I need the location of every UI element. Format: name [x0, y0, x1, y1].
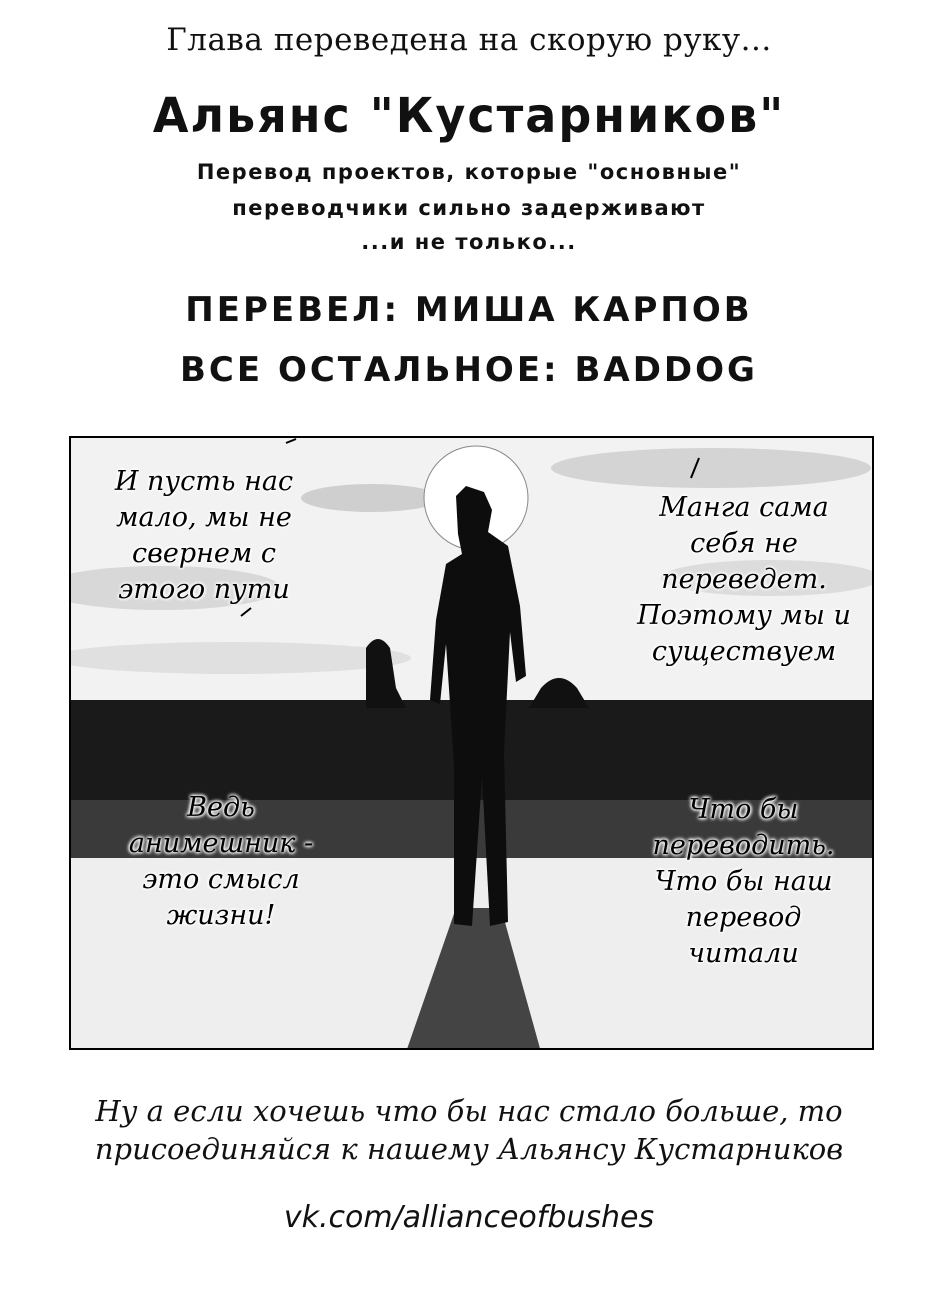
bubble-line: Манга сама — [659, 492, 829, 523]
speech-bubble-bottom-right — [631, 792, 856, 972]
bubble-line: переводить. — [652, 830, 835, 861]
bubble-line: Что бы наш — [654, 866, 833, 897]
other-credit: ВСЕ ОСТАЛЬНОЕ: BADDOG — [180, 350, 758, 390]
bubble-line: переведет. — [661, 564, 827, 595]
bubble-line: перевод — [685, 902, 802, 933]
bubble-line: себя не — [690, 528, 798, 559]
bubble-line: мало, мы не — [116, 502, 292, 533]
translator-credit: ПЕРЕВЕЛ: МИША КАРПОВ — [185, 290, 753, 330]
speech-bubble-bottom-left — [111, 790, 331, 934]
bubble-line: этого пути — [118, 574, 290, 605]
bubble-line: Поэтому мы и — [637, 600, 851, 631]
bubble-line: это смысл — [142, 864, 300, 895]
bubble-line: Что бы — [688, 794, 799, 825]
bubble-line: Ведь — [187, 792, 255, 823]
manga-panel — [69, 436, 874, 1050]
group-link[interactable]: vk.com/allianceofbushes — [283, 1200, 655, 1235]
description-line-1: Перевод проектов, которые "основные" — [196, 160, 742, 184]
bubble-line: свернем с — [132, 538, 276, 569]
alliance-title: Альянс "Кустарников" — [152, 86, 786, 144]
chapter-note: Глава переведена на скорую руку... — [166, 22, 772, 58]
join-invitation-line-1: Ну а если хочешь что бы нас стало больше, то — [95, 1094, 843, 1128]
speech-bubble-top-right — [619, 490, 869, 670]
description-line-2: переводчики сильно задерживают — [232, 196, 706, 220]
bubble-line: анимешник - — [128, 828, 314, 859]
bubble-line: существуем — [651, 636, 837, 667]
bubble-line: И пусть нас — [114, 466, 294, 497]
description-line-3: ...и не только... — [361, 230, 577, 254]
bubble-line: читали — [688, 938, 799, 969]
speech-bubble-top-left — [89, 464, 319, 608]
join-invitation-line-2: присоединяйся к нашему Альянсу Кустарников — [94, 1132, 844, 1166]
bubble-line: жизни! — [166, 900, 276, 931]
